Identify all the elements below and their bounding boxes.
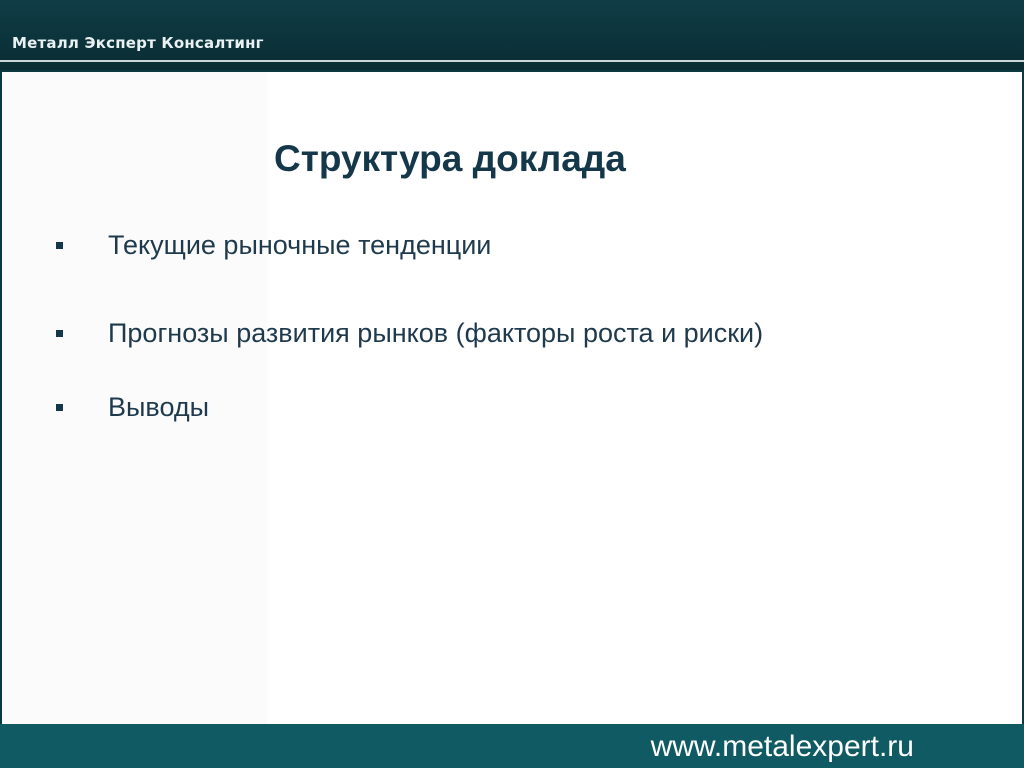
website-url: www.metalexpert.ru bbox=[650, 730, 914, 763]
header-bar bbox=[0, 0, 1024, 70]
square-bullet-icon bbox=[56, 330, 63, 337]
bullet-text: Выводы bbox=[108, 392, 210, 422]
bullet-text: Текущие рыночные тенденции bbox=[108, 230, 492, 260]
header-divider bbox=[0, 60, 1024, 62]
company-name: Металл Эксперт Консалтинг bbox=[12, 34, 264, 52]
slide-title: Структура доклада bbox=[274, 138, 626, 179]
footer-bar bbox=[0, 724, 1024, 768]
bullet-text: Прогнозы развития рынков (факторы роста и риски) bbox=[108, 318, 764, 348]
square-bullet-icon bbox=[56, 242, 63, 249]
square-bullet-icon bbox=[56, 404, 63, 411]
